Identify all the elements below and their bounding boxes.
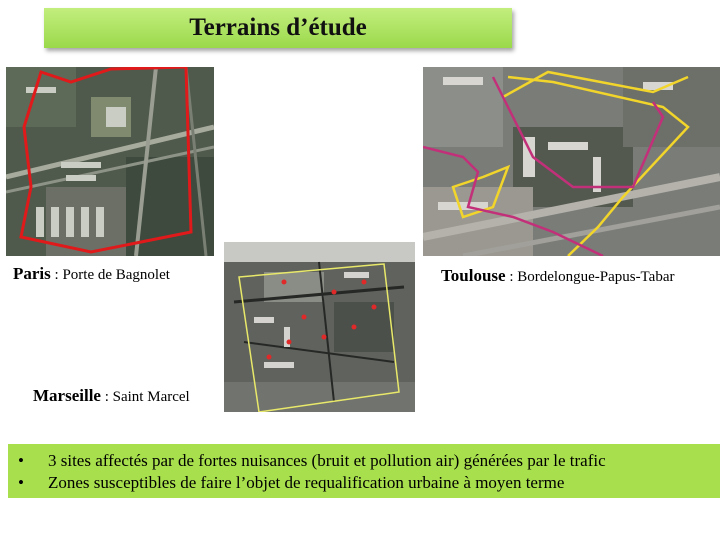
slide-title-text: Terrains d’étude: [189, 14, 367, 41]
summary-item-text: 3 sites affectés par de fortes nuisances (bruit et pollution air) générées par le trafic: [48, 451, 606, 470]
summary-list: [18, 450, 720, 494]
summary-box: [8, 444, 720, 498]
summary-item: [18, 472, 720, 494]
marseille-caption: [33, 386, 190, 406]
toulouse-aerial-map: [423, 67, 720, 256]
toulouse-city: Toulouse: [441, 266, 506, 285]
summary-item-text: Zones susceptibles de faire l’objet de requalification urbaine à moyen terme: [48, 473, 565, 492]
toulouse-separator: :: [505, 269, 518, 285]
summary-item: [18, 450, 720, 472]
paris-caption: [13, 264, 170, 284]
paris-place: Porte de Bagnolet: [62, 267, 170, 283]
paris-separator: :: [50, 267, 63, 283]
marseille-aerial-map: [224, 242, 415, 412]
toulouse-caption: [441, 266, 675, 286]
toulouse-place: Bordelongue-Papus-Tabar: [517, 269, 675, 285]
bullet-marker: •: [18, 451, 24, 470]
paris-aerial-map: [6, 67, 214, 256]
marseille-place: Saint Marcel: [112, 389, 190, 405]
marseille-city: Marseille: [33, 386, 101, 405]
bullet-marker: •: [18, 473, 24, 492]
paris-city: Paris: [13, 264, 51, 283]
slide-title: [44, 8, 512, 48]
marseille-separator: :: [100, 389, 113, 405]
